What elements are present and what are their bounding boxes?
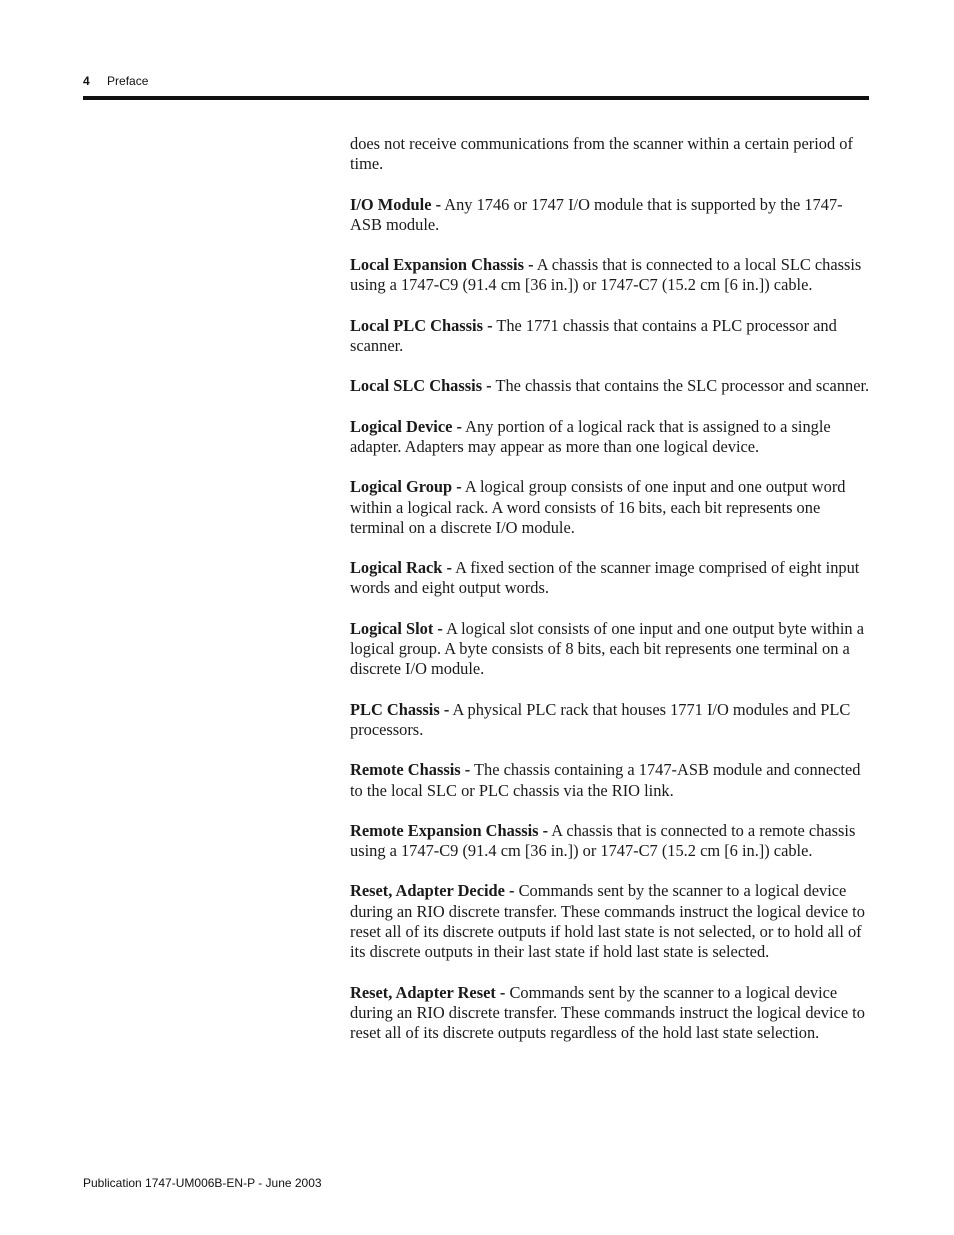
glossary-term: Reset, Adapter Decide -: [350, 881, 515, 901]
glossary-definition: A physical PLC rack that houses 1771 I/O modules and PLC processors.: [350, 699, 851, 739]
page-number: 4: [83, 74, 90, 88]
section-title: Preface: [107, 74, 149, 88]
glossary-definition: The chassis that contains the SLC processor and scanner.: [491, 376, 870, 396]
glossary-entry-remote-expansion-chassis: [350, 821, 870, 862]
glossary-definition: The chassis containing a 1747-ASB module and connected to the local SLC or PLC chassis via the RIO link.: [350, 760, 861, 800]
glossary-term: Reset, Adapter Reset -: [350, 982, 506, 1002]
glossary-definition: A chassis that is connected to a remote chassis using a 1747-C9 (91.4 cm [36 in.]) or 1747-C7 (15.2 cm [6 in.]) cable.: [350, 820, 856, 861]
glossary-definition: A fixed section of the scanner image comprised of eight input words and eight output words.: [350, 558, 860, 598]
glossary-term: Logical Group -: [350, 477, 462, 497]
glossary-entry-plc-chassis: [350, 700, 870, 741]
glossary-entry-remote-chassis: [350, 760, 870, 801]
glossary-entry-logical-device: [350, 417, 870, 458]
intro-paragraph: does not receive communications from the scanner within a certain period of time.: [350, 134, 853, 174]
glossary-term: Remote Expansion Chassis -: [350, 820, 549, 840]
glossary-term: Local PLC Chassis -: [350, 315, 493, 335]
glossary-entry-logical-slot: [350, 619, 870, 680]
glossary-term: Logical Rack -: [350, 558, 452, 578]
glossary-term: PLC Chassis -: [350, 699, 450, 719]
glossary-term: Logical Slot -: [350, 618, 443, 638]
glossary-definition: Commands sent by the scanner to a logical device during an RIO discrete transfer. These commands instruct the logical device to reset all of its discrete outputs regardless of the hold last state selection.: [350, 982, 865, 1043]
glossary-definition: Commands sent by the scanner to a logical device during an RIO discrete transfer. These commands instruct the logical device to reset all of its discrete outputs if hold last state is not selected, or to hold all of its discrete outputs in their last state if hold last state is selected.: [350, 881, 865, 962]
glossary-entry-local-slc-chassis: [350, 376, 870, 396]
page-footer: Publication 1747-UM006B-EN-P - June 2003: [83, 1176, 322, 1190]
glossary-definition: Any portion of a logical rack that is assigned to a single adapter. Adapters may appear as more than one logical device.: [350, 416, 831, 456]
glossary-entry-reset-adapter-reset: [350, 983, 870, 1044]
glossary-entry-local-expansion-chassis: [350, 255, 870, 296]
glossary-term: Logical Device -: [350, 416, 462, 436]
glossary-definition: A logical group consists of one input and one output word within a logical rack. A word consists of 16 bits, each bit represents one terminal on a discrete I/O module.: [350, 477, 846, 537]
glossary-definition: Any 1746 or 1747 I/O module that is supported by the 1747-ASB module.: [350, 194, 843, 234]
glossary-term: Local Expansion Chassis -: [350, 255, 534, 275]
page-header: [83, 73, 148, 89]
glossary-definition: The 1771 chassis that contains a PLC processor and scanner.: [350, 315, 837, 356]
header-rule: [83, 96, 869, 100]
glossary-entry-logical-rack: [350, 558, 870, 599]
glossary-entry-reset-adapter-decide: [350, 881, 870, 962]
glossary-definition: A logical slot consists of one input and one output byte within a logical group. A byte consists of 8 bits, each bit represents one terminal on a discrete I/O module.: [350, 618, 864, 679]
glossary-content: [350, 134, 870, 1064]
glossary-term: Local SLC Chassis -: [350, 376, 492, 396]
glossary-definition: A chassis that is connected to a local SLC chassis using a 1747-C9 (91.4 cm [36 in.]) or 1747-C7 (15.2 cm [6 in.]) cable.: [350, 255, 862, 295]
glossary-term: Remote Chassis -: [350, 760, 471, 780]
glossary-term: I/O Module -: [350, 194, 442, 214]
glossary-entry-logical-group: [350, 477, 870, 538]
glossary-entry-io-module: [350, 195, 870, 236]
glossary-entry-local-plc-chassis: [350, 316, 870, 357]
